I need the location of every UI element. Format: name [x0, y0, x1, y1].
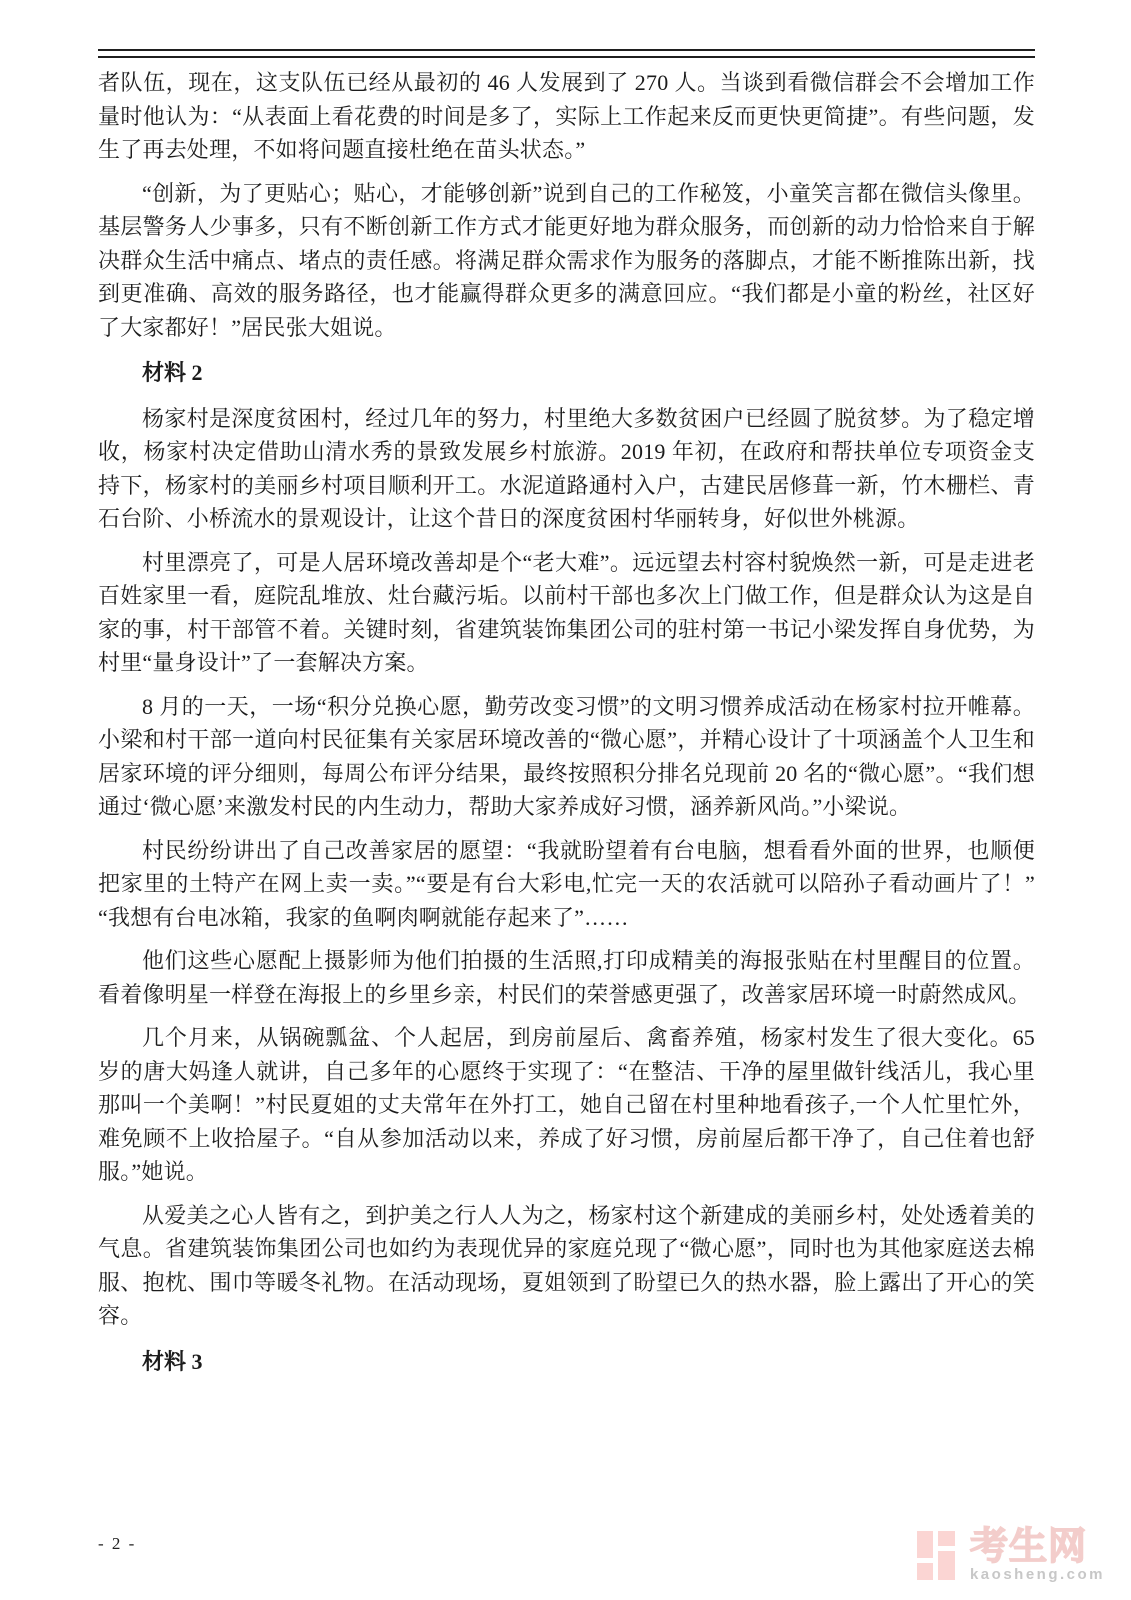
paragraph: 村里漂亮了，可是人居环境改善却是个“老大难”。远远望去村容村貌焕然一新，可是走进老百姓家里一看，庭院乱堆放、灶台藏污垢。以前村干部也多次上门做工作，但是群众认为这是自家的事，村干部管不着。关键时刻，省建筑装饰集团公司的驻村第一书记小梁发挥自身优势，为村里“量身设计”了一套解决方案。: [98, 549, 1035, 675]
kaosheng-watermark: [917, 1526, 1105, 1583]
document-body: [98, 49, 1035, 1390]
paragraph: 几个月来，从锅碗瓢盆、个人起居，到房前屋后、禽畜养殖，杨家村发生了很大变化。65 岁的唐大妈逢人就讲，自己多年的心愿终于实现了：“在整洁、干净的屋里做针线活儿，我心里那叫一个美啊！”村民夏姐的丈夫常年在外打工，她自己留在村里种地看孩子,一个人忙里忙外，难免顾不上收拾屋子。“自从参加活动以来，养成了好习惯，房前屋后都干净了，自己住着也舒服。”她说。: [98, 1025, 1035, 1184]
paragraph: “创新，为了更贴心；贴心，才能够创新”说到自己的工作秘笈，小童笑言都在微信头像里。基层警务人少事多，只有不断创新工作方式才能更好地为群众服务，而创新的动力恰恰来自于解决群众生活中痛点、堵点的责任感。将满足群众需求作为服务的落脚点，才能不断推陈出新，找到更准确、高效的服务路径，也才能赢得群众更多的满意回应。“我们都是小童的粉丝，社区好了大家都好！”居民张大姐说。: [98, 180, 1035, 340]
watermark-text: [969, 1526, 1105, 1583]
paragraph: 村民纷纷讲出了自己改善家居的愿望：“我就盼望着有台电脑，想看看外面的世界，也顺便把家里的土特产在网上卖一卖。”“要是有台大彩电,忙完一天的农活就可以陪孙子看动画片了！”“我想有台电冰箱，我家的鱼啊肉啊就能存起来了”……: [98, 837, 1035, 930]
material-3-heading: 材料 3: [142, 1348, 203, 1374]
paragraph-continuation: 者队伍，现在，这支队伍已经从最初的 46 人发展到了 270 人。当谈到看微信群会不会增加工作量时他认为：“从表面上看花费的时间是多了，实际上工作起来反而更快更简捷”。有些问题，发生了再去处理，不如将问题直接杜绝在苗头状态。”: [98, 70, 1035, 162]
header-rule: [98, 49, 1035, 58]
material-2-heading: 材料 2: [142, 360, 203, 385]
paragraph: 他们这些心愿配上摄影师为他们拍摄的生活照,打印成精美的海报张贴在村里醒目的位置。看着像明星一样登在海报上的乡里乡亲，村民们的荣誉感更强了，改善家居环境一时蔚然成风。: [98, 948, 1035, 1007]
page-number: - 2 -: [98, 1534, 137, 1553]
watermark-brand-text: 考生网: [969, 1526, 1087, 1568]
paragraph: 杨家村是深度贫困村，经过几年的努力，村里绝大多数贫困户已经圆了脱贫梦。为了稳定增收，杨家村决定借助山清水秀的景致发展乡村旅游。2019 年初，在政府和帮扶单位专项资金支持下，杨家村的美丽乡村项目顺利开工。水泥道路通村入户，古建民居修葺一新，竹木栅栏、青石台阶、小桥流水的景观设计，让这个昔日的深度贫困村华丽转身，好似世外桃源。: [98, 405, 1035, 531]
watermark-domain-text: kaosheng.com: [969, 1566, 1105, 1583]
kaosheng-logo-icon: [917, 1531, 955, 1580]
paragraph: 从爱美之心人皆有之，到护美之行人人为之，杨家村这个新建成的美丽乡村，处处透着美的气息。省建筑装饰集团公司也如约为表现优异的家庭兑现了“微心愿”，同时也为其他家庭送去棉服、抱枕、围巾等暖冬礼物。在活动现场，夏姐领到了盼望已久的热水器，脸上露出了开心的笑容。: [98, 1202, 1035, 1328]
paragraph: 8 月的一天，一场“积分兑换心愿，勤劳改变习惯”的文明习惯养成活动在杨家村拉开帷幕。小梁和村干部一道向村民征集有关家居环境改善的“微心愿”，并精心设计了十项涵盖个人卫生和居家环境的评分细则，每周公布评分结果，最终按照积分排名兑现前 20 名的“微心愿”。“我们想通过‘微心愿’来激发村民的内生动力，帮助大家养成好习惯，涵养新风尚。”小梁说。: [98, 693, 1035, 819]
